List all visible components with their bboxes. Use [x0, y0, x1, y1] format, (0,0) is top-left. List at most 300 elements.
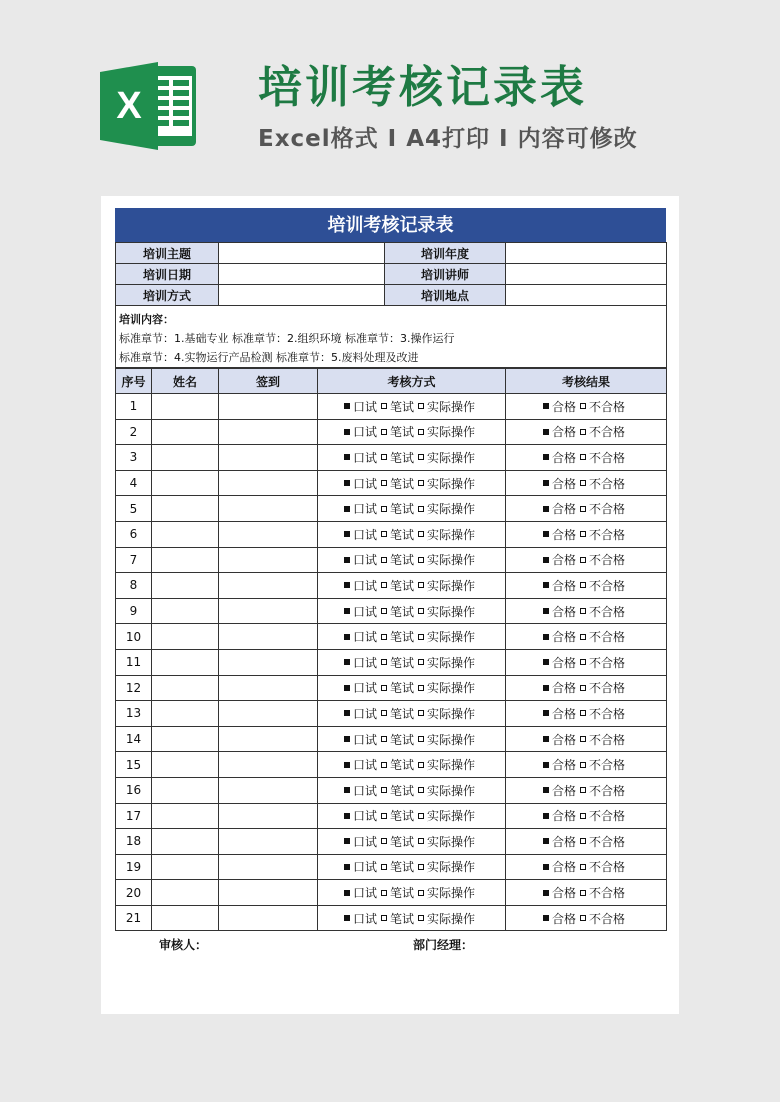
checked-box-icon[interactable] [543, 480, 549, 486]
result-option[interactable] [580, 707, 625, 721]
result-option[interactable] [543, 425, 576, 439]
name-cell[interactable] [152, 547, 219, 573]
method-option[interactable] [381, 733, 414, 747]
signin-cell[interactable] [219, 598, 318, 624]
unchecked-box-icon[interactable] [418, 634, 424, 640]
result-option[interactable] [580, 451, 625, 465]
method-option[interactable] [381, 579, 414, 593]
signin-cell[interactable] [219, 675, 318, 701]
checked-box-icon[interactable] [344, 838, 350, 844]
method-option[interactable] [418, 886, 475, 900]
result-option-label: 合格 [551, 604, 576, 619]
unchecked-box-icon[interactable] [580, 813, 586, 819]
unchecked-box-icon[interactable] [580, 838, 586, 844]
checked-box-icon[interactable] [543, 454, 549, 460]
method-option[interactable] [418, 630, 475, 644]
method-option[interactable] [381, 707, 414, 721]
name-cell[interactable] [152, 701, 219, 727]
unchecked-box-icon[interactable] [418, 429, 424, 435]
result-option[interactable] [543, 605, 576, 619]
result-option[interactable] [543, 707, 576, 721]
method-option[interactable] [381, 502, 414, 516]
method-option-label: 实际操作 [427, 527, 476, 542]
name-cell[interactable] [152, 445, 219, 471]
method-option[interactable] [381, 605, 414, 619]
checked-box-icon[interactable] [344, 506, 350, 512]
result-option[interactable] [543, 451, 576, 465]
method-option[interactable] [418, 656, 475, 670]
checked-box-icon[interactable] [344, 915, 350, 921]
year-field[interactable] [506, 243, 667, 264]
result-option[interactable] [543, 912, 576, 926]
result-option[interactable] [543, 553, 576, 567]
unchecked-box-icon[interactable] [418, 608, 424, 614]
checked-box-icon[interactable] [344, 813, 350, 819]
checked-box-icon[interactable] [543, 557, 549, 563]
unchecked-box-icon[interactable] [381, 915, 387, 921]
result-cell [506, 752, 667, 778]
unchecked-box-icon[interactable] [381, 634, 387, 640]
name-cell[interactable] [152, 573, 219, 599]
method-option[interactable] [418, 605, 475, 619]
method-option[interactable] [381, 681, 414, 695]
unchecked-box-icon[interactable] [418, 659, 424, 665]
signin-cell[interactable] [219, 496, 318, 522]
result-cell [506, 777, 667, 803]
result-option[interactable] [580, 681, 625, 695]
result-option-label: 不合格 [589, 758, 626, 773]
unchecked-box-icon[interactable] [580, 634, 586, 640]
checked-box-icon[interactable] [543, 813, 549, 819]
result-option[interactable] [580, 425, 625, 439]
unchecked-box-icon[interactable] [418, 838, 424, 844]
method-option[interactable] [344, 451, 377, 465]
result-cell [506, 803, 667, 829]
result-option-label: 不合格 [589, 681, 626, 696]
result-option[interactable] [580, 605, 625, 619]
unchecked-box-icon[interactable] [418, 787, 424, 793]
method-option[interactable] [418, 809, 475, 823]
unchecked-box-icon[interactable] [381, 685, 387, 691]
method-option[interactable] [418, 860, 475, 874]
checked-box-icon[interactable] [543, 403, 549, 409]
unchecked-box-icon[interactable] [418, 864, 424, 870]
method-cell [318, 496, 506, 522]
checked-box-icon[interactable] [344, 582, 350, 588]
result-option[interactable] [580, 912, 625, 926]
method-option[interactable] [344, 860, 377, 874]
unchecked-box-icon[interactable] [418, 454, 424, 460]
checked-box-icon[interactable] [543, 608, 549, 614]
checked-box-icon[interactable] [543, 634, 549, 640]
method-option[interactable] [344, 886, 377, 900]
unchecked-box-icon[interactable] [381, 762, 387, 768]
col-header-result: 考核结果 [506, 369, 667, 394]
checked-box-icon[interactable] [543, 915, 549, 921]
unchecked-box-icon[interactable] [381, 710, 387, 716]
method-option[interactable] [381, 477, 414, 491]
method-option-label: 笔试 [389, 886, 414, 901]
sheet-title: 培训考核记录表 [115, 208, 666, 242]
checked-box-icon[interactable] [543, 582, 549, 588]
checked-box-icon[interactable] [543, 890, 549, 896]
unchecked-box-icon[interactable] [381, 838, 387, 844]
reviewer-label: 审核人： [159, 938, 208, 953]
method-option[interactable] [418, 553, 475, 567]
method-option[interactable] [344, 733, 377, 747]
name-cell[interactable] [152, 521, 219, 547]
checked-box-icon[interactable] [543, 736, 549, 742]
unchecked-box-icon[interactable] [381, 480, 387, 486]
unchecked-box-icon[interactable] [580, 582, 586, 588]
result-option[interactable] [543, 656, 576, 670]
result-option[interactable] [543, 681, 576, 695]
unchecked-box-icon[interactable] [580, 659, 586, 665]
result-option[interactable] [580, 656, 625, 670]
unchecked-box-icon[interactable] [418, 403, 424, 409]
result-option[interactable] [580, 630, 625, 644]
unchecked-box-icon[interactable] [381, 736, 387, 742]
signin-cell[interactable] [219, 880, 318, 906]
result-option[interactable] [543, 886, 576, 900]
method-option[interactable] [381, 400, 414, 414]
method-option-label: 实际操作 [427, 399, 476, 414]
method-option[interactable] [381, 630, 414, 644]
name-cell[interactable] [152, 803, 219, 829]
lecturer-field[interactable] [506, 264, 667, 285]
method-option[interactable] [381, 553, 414, 567]
unchecked-box-icon[interactable] [418, 685, 424, 691]
method-option[interactable] [418, 502, 475, 516]
checked-box-icon[interactable] [344, 454, 350, 460]
unchecked-box-icon[interactable] [418, 557, 424, 563]
result-option[interactable] [543, 784, 576, 798]
method-option-label: 笔试 [389, 630, 414, 645]
method-option[interactable] [418, 477, 475, 491]
method-option-label: 口试 [352, 399, 377, 414]
checked-box-icon[interactable] [344, 403, 350, 409]
unchecked-box-icon[interactable] [381, 557, 387, 563]
method-option-label: 口试 [352, 502, 377, 517]
method-option-label: 口试 [352, 911, 377, 926]
unchecked-box-icon[interactable] [381, 864, 387, 870]
method-option[interactable] [381, 860, 414, 874]
checked-box-icon[interactable] [344, 480, 350, 486]
signin-cell[interactable] [219, 547, 318, 573]
method-cell [318, 521, 506, 547]
method-option[interactable] [344, 579, 377, 593]
unchecked-box-icon[interactable] [381, 506, 387, 512]
checked-box-icon[interactable] [344, 787, 350, 793]
name-cell[interactable] [152, 496, 219, 522]
method-option[interactable] [418, 425, 475, 439]
method-option[interactable] [418, 528, 475, 542]
signin-cell[interactable] [219, 803, 318, 829]
signin-cell[interactable] [219, 701, 318, 727]
checked-box-icon[interactable] [344, 685, 350, 691]
checked-box-icon[interactable] [344, 608, 350, 614]
method-option[interactable] [344, 605, 377, 619]
signin-cell[interactable] [219, 573, 318, 599]
checked-box-icon[interactable] [344, 736, 350, 742]
result-option[interactable] [580, 528, 625, 542]
unchecked-box-icon[interactable] [580, 710, 586, 716]
unchecked-box-icon[interactable] [580, 736, 586, 742]
unchecked-box-icon[interactable] [418, 762, 424, 768]
signin-cell[interactable] [219, 521, 318, 547]
result-option[interactable] [580, 835, 625, 849]
result-option[interactable] [580, 733, 625, 747]
method-option[interactable] [381, 425, 414, 439]
result-option[interactable] [543, 579, 576, 593]
checked-box-icon[interactable] [543, 838, 549, 844]
method-option-label: 实际操作 [427, 578, 476, 593]
unchecked-box-icon[interactable] [381, 429, 387, 435]
signin-cell[interactable] [219, 829, 318, 855]
name-cell[interactable] [152, 726, 219, 752]
method-option[interactable] [381, 656, 414, 670]
method-option[interactable] [381, 758, 414, 772]
result-option[interactable] [543, 502, 576, 516]
method-option[interactable] [344, 835, 377, 849]
result-option-label: 合格 [551, 834, 576, 849]
topic-field[interactable] [219, 243, 385, 264]
unchecked-box-icon[interactable] [418, 813, 424, 819]
name-cell[interactable] [152, 777, 219, 803]
result-option[interactable] [543, 630, 576, 644]
checked-box-icon[interactable] [543, 685, 549, 691]
lecturer-label: 培训讲师 [385, 264, 506, 285]
unchecked-box-icon[interactable] [418, 506, 424, 512]
method-option[interactable] [381, 886, 414, 900]
result-option[interactable] [543, 400, 576, 414]
date-field[interactable] [219, 264, 385, 285]
result-option[interactable] [580, 400, 625, 414]
unchecked-box-icon[interactable] [580, 787, 586, 793]
method-option-label: 口试 [352, 553, 377, 568]
checked-box-icon[interactable] [344, 531, 350, 537]
unchecked-box-icon[interactable] [580, 608, 586, 614]
checked-box-icon[interactable] [344, 429, 350, 435]
method-option[interactable] [344, 502, 377, 516]
method-option[interactable] [344, 809, 377, 823]
signin-cell[interactable] [219, 394, 318, 420]
unchecked-box-icon[interactable] [580, 557, 586, 563]
method-option[interactable] [344, 630, 377, 644]
signin-cell[interactable] [219, 649, 318, 675]
method-option[interactable] [418, 400, 475, 414]
method-option[interactable] [418, 579, 475, 593]
method-option[interactable] [418, 733, 475, 747]
signin-cell[interactable] [219, 624, 318, 650]
signin-cell[interactable] [219, 726, 318, 752]
result-option[interactable] [543, 758, 576, 772]
method-option[interactable] [381, 784, 414, 798]
table-row [116, 880, 667, 906]
name-cell[interactable] [152, 649, 219, 675]
result-option[interactable] [580, 579, 625, 593]
unchecked-box-icon[interactable] [580, 506, 586, 512]
row-number: 12 [116, 675, 152, 701]
method-option[interactable] [418, 451, 475, 465]
method-option[interactable] [381, 528, 414, 542]
checked-box-icon[interactable] [344, 864, 350, 870]
location-field[interactable] [506, 285, 667, 306]
unchecked-box-icon[interactable] [418, 480, 424, 486]
result-option-label: 合格 [551, 630, 576, 645]
result-option[interactable] [580, 553, 625, 567]
method-option[interactable] [344, 707, 377, 721]
checked-box-icon[interactable] [543, 710, 549, 716]
unchecked-box-icon[interactable] [580, 429, 586, 435]
method-cell [318, 701, 506, 727]
unchecked-box-icon[interactable] [418, 736, 424, 742]
signin-cell[interactable] [219, 445, 318, 471]
result-option[interactable] [580, 758, 625, 772]
unchecked-box-icon[interactable] [580, 454, 586, 460]
method-option[interactable] [381, 809, 414, 823]
method-option-label: 口试 [352, 809, 377, 824]
result-option[interactable] [543, 477, 576, 491]
result-option[interactable] [580, 502, 625, 516]
checked-box-icon[interactable] [543, 531, 549, 537]
method-option[interactable] [344, 400, 377, 414]
checked-box-icon[interactable] [543, 659, 549, 665]
unchecked-box-icon[interactable] [580, 915, 586, 921]
name-cell[interactable] [152, 598, 219, 624]
result-option[interactable] [543, 860, 576, 874]
result-option[interactable] [580, 477, 625, 491]
result-option[interactable] [543, 835, 576, 849]
method-option-label: 实际操作 [427, 425, 476, 440]
unchecked-box-icon[interactable] [418, 531, 424, 537]
method-option[interactable] [344, 425, 377, 439]
checked-box-icon[interactable] [543, 762, 549, 768]
name-cell[interactable] [152, 829, 219, 855]
result-cell [506, 445, 667, 471]
unchecked-box-icon[interactable] [580, 864, 586, 870]
method-option[interactable] [344, 681, 377, 695]
unchecked-box-icon[interactable] [381, 787, 387, 793]
table-row [116, 624, 667, 650]
method-option-label: 口试 [352, 476, 377, 491]
method-option[interactable] [344, 553, 377, 567]
result-option[interactable] [580, 860, 625, 874]
signin-cell[interactable] [219, 854, 318, 880]
method-option[interactable] [344, 784, 377, 798]
result-option-label: 合格 [551, 553, 576, 568]
unchecked-box-icon[interactable] [381, 890, 387, 896]
result-option[interactable] [543, 733, 576, 747]
unchecked-box-icon[interactable] [381, 813, 387, 819]
name-cell[interactable] [152, 675, 219, 701]
checked-box-icon[interactable] [344, 659, 350, 665]
result-cell [506, 905, 667, 931]
method-option[interactable] [418, 784, 475, 798]
name-cell[interactable] [152, 880, 219, 906]
unchecked-box-icon[interactable] [418, 582, 424, 588]
name-cell[interactable] [152, 470, 219, 496]
name-cell[interactable] [152, 752, 219, 778]
method-option[interactable] [381, 835, 414, 849]
checked-box-icon[interactable] [543, 864, 549, 870]
method-option[interactable] [418, 912, 475, 926]
method-option[interactable] [381, 912, 414, 926]
checked-box-icon[interactable] [543, 506, 549, 512]
method-option[interactable] [418, 758, 475, 772]
result-option[interactable] [543, 809, 576, 823]
checked-box-icon[interactable] [344, 710, 350, 716]
table-row [116, 521, 667, 547]
checked-box-icon[interactable] [543, 429, 549, 435]
unchecked-box-icon[interactable] [580, 531, 586, 537]
unchecked-box-icon[interactable] [580, 403, 586, 409]
result-option-label: 合格 [551, 758, 576, 773]
method-option[interactable] [344, 758, 377, 772]
method-option-label: 口试 [352, 783, 377, 798]
signin-cell[interactable] [219, 905, 318, 931]
unchecked-box-icon[interactable] [580, 480, 586, 486]
unchecked-box-icon[interactable] [580, 685, 586, 691]
method-option[interactable] [344, 912, 377, 926]
training-content[interactable] [116, 306, 667, 368]
result-option-label: 不合格 [589, 553, 626, 568]
unchecked-box-icon[interactable] [381, 659, 387, 665]
name-cell[interactable] [152, 624, 219, 650]
unchecked-box-icon[interactable] [381, 582, 387, 588]
checked-box-icon[interactable] [344, 762, 350, 768]
unchecked-box-icon[interactable] [418, 915, 424, 921]
method-field[interactable] [219, 285, 385, 306]
unchecked-box-icon[interactable] [381, 403, 387, 409]
result-option-label: 合格 [551, 809, 576, 824]
table-row [116, 701, 667, 727]
unchecked-box-icon[interactable] [381, 608, 387, 614]
unchecked-box-icon[interactable] [381, 531, 387, 537]
name-cell[interactable] [152, 905, 219, 931]
name-cell[interactable] [152, 854, 219, 880]
signin-cell[interactable] [219, 752, 318, 778]
method-option[interactable] [344, 477, 377, 491]
result-option[interactable] [580, 886, 625, 900]
method-option[interactable] [418, 835, 475, 849]
checked-box-icon[interactable] [543, 787, 549, 793]
unchecked-box-icon[interactable] [418, 710, 424, 716]
signin-cell[interactable] [219, 777, 318, 803]
result-option[interactable] [543, 528, 576, 542]
signin-cell[interactable] [219, 470, 318, 496]
checked-box-icon[interactable] [344, 634, 350, 640]
row-number: 18 [116, 829, 152, 855]
method-option[interactable] [344, 656, 377, 670]
unchecked-box-icon[interactable] [580, 890, 586, 896]
unchecked-box-icon[interactable] [580, 762, 586, 768]
checked-box-icon[interactable] [344, 890, 350, 896]
result-option[interactable] [580, 809, 625, 823]
method-option[interactable] [418, 681, 475, 695]
unchecked-box-icon[interactable] [418, 890, 424, 896]
checked-box-icon[interactable] [344, 557, 350, 563]
result-option[interactable] [580, 784, 625, 798]
name-cell[interactable] [152, 394, 219, 420]
method-option[interactable] [381, 451, 414, 465]
unchecked-box-icon[interactable] [381, 454, 387, 460]
method-option-label: 实际操作 [427, 502, 476, 517]
method-option[interactable] [418, 707, 475, 721]
name-cell[interactable] [152, 419, 219, 445]
signin-cell[interactable] [219, 419, 318, 445]
method-option[interactable] [344, 528, 377, 542]
